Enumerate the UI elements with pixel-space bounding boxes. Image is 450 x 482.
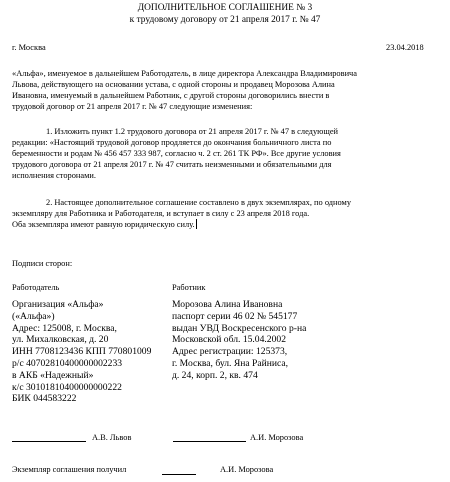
clause-2-line-text: Оба экземпляра имеют равную юридическую силу. (12, 220, 195, 229)
employer-line: ИНН 7708123436 КПП 770801009 (12, 346, 152, 358)
employer-signature-line (12, 441, 86, 442)
employee-line: Адрес регистрации: 125373, (172, 346, 288, 358)
intro-line: «Альфа», именуемое в дальнейшем Работодатель, в лице директора Александра Владимировича (12, 69, 357, 78)
intro-line: трудовой договор от 21 апреля 2017 г. № 47 следующие изменения: (12, 102, 253, 111)
employee-heading: Работник (172, 283, 206, 292)
employer-line: Организация «Альфа» (12, 299, 104, 310)
receipt-signature-line (162, 474, 196, 475)
document-title: ДОПОЛНИТЕЛЬНОЕ СОГЛАШЕНИЕ № 3 (137, 3, 313, 13)
document-subtitle: к трудовому договору от 21 апреля 2017 г. № 47 (129, 15, 321, 25)
text-cursor (196, 219, 197, 229)
city: г. Москва (12, 43, 46, 52)
employee-signature-line (173, 441, 246, 442)
employer-line: («Альфа») (12, 310, 55, 322)
employer-line: БИК 044583222 (12, 393, 77, 405)
clause-1 (12, 126, 440, 181)
employee-line: выдан УВД Воскресенского р-на (172, 322, 307, 334)
employer-heading: Работодатель (12, 283, 60, 292)
clause-2 (12, 197, 440, 230)
clause-2-line: 2. Настоящее дополнительное соглашение составлено в двух экземплярах, по одному (46, 198, 352, 207)
employee-signer: А.И. Морозова (250, 433, 304, 442)
employee-line: Морозова Алина Ивановна (172, 299, 283, 310)
employee-line: паспорт серии 46 02 № 545177 (172, 310, 298, 322)
date: 23.04.2018 (386, 43, 424, 52)
clause-1-line: исполнения сторонами. (12, 171, 96, 180)
clause-1-line: редакции: «Настоящий трудовой договор продляется до окончания больничного листа по (12, 138, 332, 147)
receipt-signer: А.И. Морозова (220, 465, 274, 474)
clause-1-line: 1. Изложить пункт 1.2 трудового договора от 21 апреля 2017 г. № 47 в следующей (46, 127, 339, 136)
clause-1-line: беременности и родам № 456 457 333 987, согласно ч. 2 ст. 261 ТК РФ». Все другие условия (12, 149, 341, 158)
employee-details (172, 299, 306, 382)
employer-line: ул. Михалковская, д. 20 (12, 334, 109, 346)
employer-line: в АКБ «Надежный» (12, 369, 94, 381)
intro-paragraph (12, 68, 440, 112)
employee-line: г. Москва, бул. Яна Райниса, (172, 357, 289, 369)
employer-line: к/с 30101810400000000222 (12, 381, 122, 393)
clause-1-line: трудового договора от 21 апреля 2017 г. № 47 считать неизменными и обязательными для (12, 160, 332, 169)
receipt-label: Экземпляр соглашения получил (12, 465, 127, 474)
employee-line: Московской обл. 15.04.2002 (172, 334, 286, 346)
intro-line: Львова, действующего на основании устава, с одной стороны и продавец Морозова Алина (12, 80, 335, 89)
clause-2-line[interactable] (12, 219, 440, 230)
employer-line: р/с 40702810400000002233 (12, 357, 123, 369)
employer-details (12, 299, 151, 405)
employee-line: д. 24, корп. 2, кв. 474 (172, 369, 258, 381)
clause-2-line: экземпляру для Работника и Работодателя, и вступает в силу с 23 апреля 2018 года. (12, 209, 310, 218)
employer-line: Адрес: 125008, г. Москва, (12, 322, 117, 334)
employer-signer: А.В. Львов (92, 433, 132, 442)
signatures-heading: Подписи сторон: (12, 259, 73, 268)
intro-line: Ивановна, именуемый в дальнейшем Работник, с другой стороны договорились внести в (12, 91, 330, 100)
